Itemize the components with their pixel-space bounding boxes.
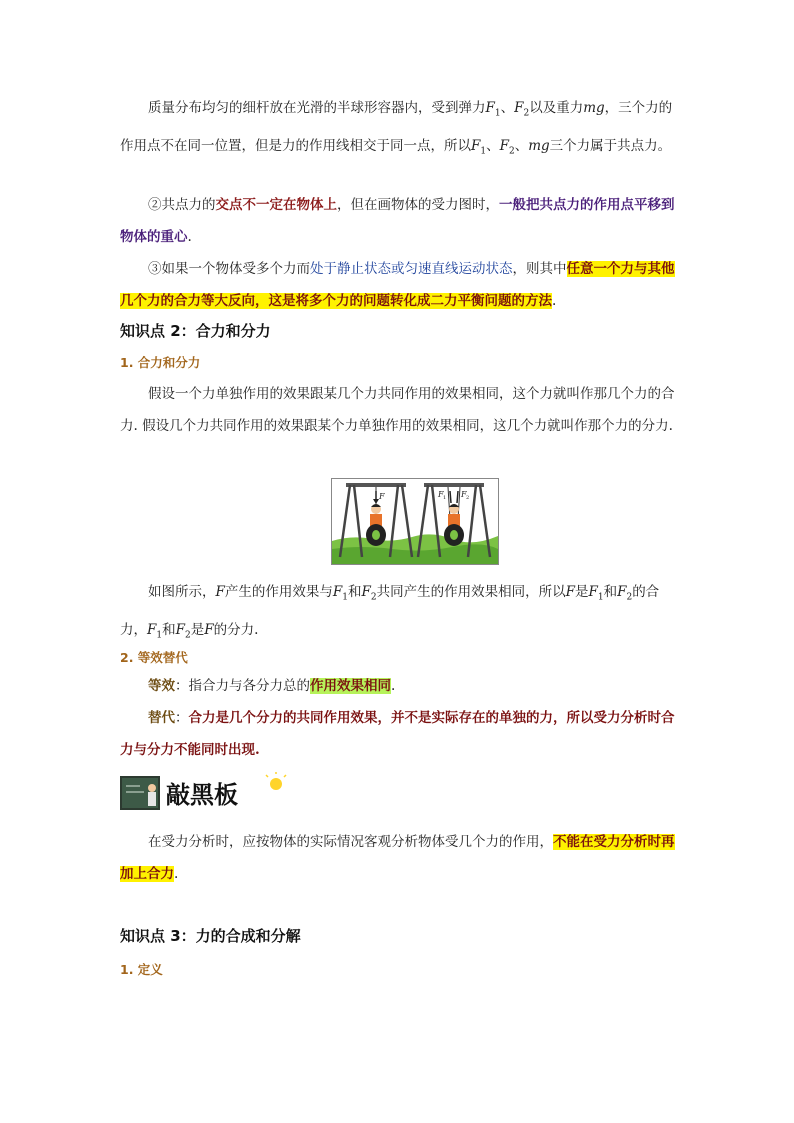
section-heading-2: 知识点 2：合力和分力 — [120, 322, 271, 340]
paragraph-substitution: 替代：合力是几个分力的共同作用效果，并不是实际存在的单独的力，所以受力分析时合力与分力不能同时出现. — [120, 710, 675, 758]
paragraph-concurrent-point: ②共点力的交点不一定在物体上，但在画物体的受力图时，一般把共点力的作用点平移到物体的重心. — [120, 197, 675, 245]
blackboard-icon — [120, 772, 288, 814]
swing-illustration — [332, 479, 498, 564]
knock-blackboard-banner — [120, 772, 288, 814]
subheading-definition: 1. 定义 — [120, 962, 163, 977]
subheading-resultant-force: 1. 合力和分力 — [120, 355, 201, 370]
paragraph-equivalent: 等效：指合力与各分力总的作用效果相同. — [148, 678, 396, 694]
paragraph-figure-explanation: 如图所示，F产生的作用效果与$F_1$和$F_2$共同产生的作用效果相同，所以F是$F_1$和$F_2$的合力，$F_1$和$F_2$是F的分力. — [120, 584, 660, 641]
force-label-f2-sub: 2 — [466, 495, 470, 501]
paragraph-rod-example: 质量分布均匀的细杆放在光滑的半球形容器内，受到弹力$F_1$、$F_2$以及重力mg，三个力的作用点不在同一位置，但是力的作用线相交于同一点，所以$F_1$、$F_2$、mg三个力属于共点力。 — [120, 100, 673, 157]
force-label-f1: F — [438, 490, 444, 499]
subheading-equivalent-substitution: 2. 等效替代 — [120, 650, 188, 665]
force-label-f: F — [379, 492, 385, 501]
force-label-f2: F — [461, 490, 467, 499]
paragraph-resultant-definition: 假设一个力单独作用的效果跟某几个力共同作用的效果相同，这个力就叫作那几个力的合力. 假设几个力共同作用的效果跟某个力单独作用的效果相同，这几个力就叫作那个力的分力. — [120, 386, 675, 434]
force-label-f1-sub: 1 — [443, 495, 447, 501]
swing-figure — [331, 478, 499, 565]
paragraph-force-analysis-tip: 在受力分析时，应按物体的实际情况客观分析物体受几个力的作用，不能在受力分析时再加上合力. — [120, 834, 675, 882]
banner-text: 敲黑板 — [166, 781, 238, 809]
paragraph-equilibrium: ③如果一个物体受多个力而处于静止状态或匀速直线运动状态，则其中任意一个力与其他几个力的合力等大反向，这是将多个力的问题转化成二力平衡问题的方法. — [120, 261, 675, 309]
section-heading-3: 知识点 3：力的合成和分解 — [120, 927, 301, 945]
